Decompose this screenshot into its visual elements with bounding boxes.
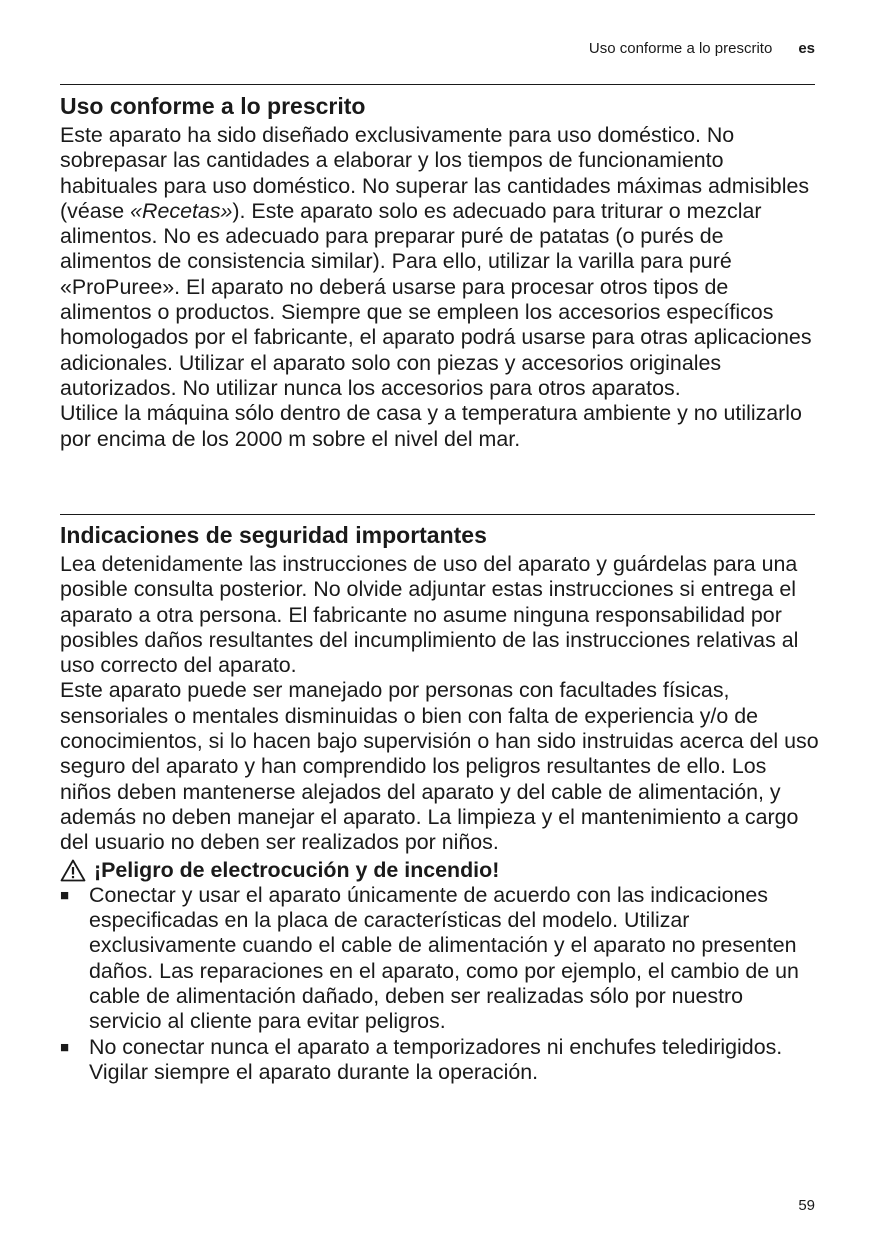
safety-paragraph-2: Este aparato puede ser manejado por personas con facultades físicas, sensoriales o mentales disminuidas o bien con falta de experiencia y/o de conocimientos, si lo hacen bajo supervisión o han sido instruidas acerca del uso seguro del aparato y han comprendido los peligros resultantes de ello. Los niños deben mantenerse alejados del aparato y del cable de alimentación, y además no deben manejar el aparato. La limpieza y el mantenimiento a cargo del usuario no deben ser realizados por niños. (60, 678, 819, 855)
bullet-text: No conectar nunca el aparato a temporizadores ni enchufes teledirigidos. Vigilar siempre el aparato durante la operación. (89, 1034, 783, 1084)
warning-triangle-icon (60, 859, 86, 882)
intended-use-text-b: ). Este aparato solo es adecuado para triturar o mezclar alimentos. No es adecuado para preparar puré de patatas (o purés de alimentos de consistencia similar). Para ello, utilizar la varilla para puré «ProPuree». El aparato no deberá usarse para procesar otros tipos de alimentos o productos. Siempre que se empleen los accesorios específicos homologados por el fabricante, el aparato podrá usarse para otras aplicaciones adicionales. Utilizar el aparato solo con piezas y accesorios originales autorizados. No utilizar nunca los accesorios para otros aparatos. (60, 198, 812, 400)
page-number: 59 (798, 1197, 815, 1214)
section-safety (60, 521, 820, 1085)
warning-title: ¡Peligro de electrocución y de incendio! (94, 857, 500, 882)
running-header-title: Uso conforme a lo prescrito (588, 40, 773, 57)
safety-paragraph-1: Lea detenidamente las instrucciones de uso del aparato y guárdelas para una posible consulta posterior. No olvide adjuntar estas instrucciones si entrega el aparato a otra persona. El fabricante no asume ninguna responsabilidad por posibles daños resultantes del incumplimiento de las instrucciones relativas al uso correcto del aparato. (60, 552, 799, 678)
bullet-marker: ■ (60, 886, 70, 904)
intended-use-text-a: Este aparato ha sido diseñado exclusivamente para uso doméstico. No sobrepasar las cantidades a elaborar y los tiempos de funcionamiento habituales para uso doméstico. No superar las cantidades máximas admisibles (véase (60, 123, 810, 223)
section-title-safety: Indicaciones de seguridad importantes (60, 522, 487, 548)
bullet-marker: ■ (60, 1038, 70, 1056)
language-code: es (798, 40, 815, 57)
list-item (60, 883, 820, 1035)
list-item (60, 1035, 820, 1086)
warning-bullet-list (60, 883, 820, 1085)
intended-use-paragraph-1 (60, 123, 820, 401)
recipes-reference: «Recetas» (130, 198, 233, 223)
warning-heading (60, 858, 820, 883)
section-title-intended-use: Uso conforme a lo prescrito (60, 93, 366, 119)
section-intended-use (60, 92, 820, 452)
running-header (589, 40, 815, 57)
section-divider-middle (60, 514, 815, 515)
intended-use-paragraph-2: Utilice la máquina sólo dentro de casa y a temperatura ambiente y no utilizarlo por encima de los 2000 m sobre el nivel del mar. (60, 401, 802, 451)
section-divider-top (60, 84, 815, 85)
bullet-text: Conectar y usar el aparato únicamente de acuerdo con las indicaciones especificadas en la placa de características del modelo. Utilizar exclusivamente cuando el cable de alimentación y el aparato no presenten daños. Las reparaciones en el aparato, como por ejemplo, el cambio de un cable de alimentación dañado, deben ser realizadas sólo por nuestro servicio al cliente para evitar peligros. (89, 882, 799, 1034)
